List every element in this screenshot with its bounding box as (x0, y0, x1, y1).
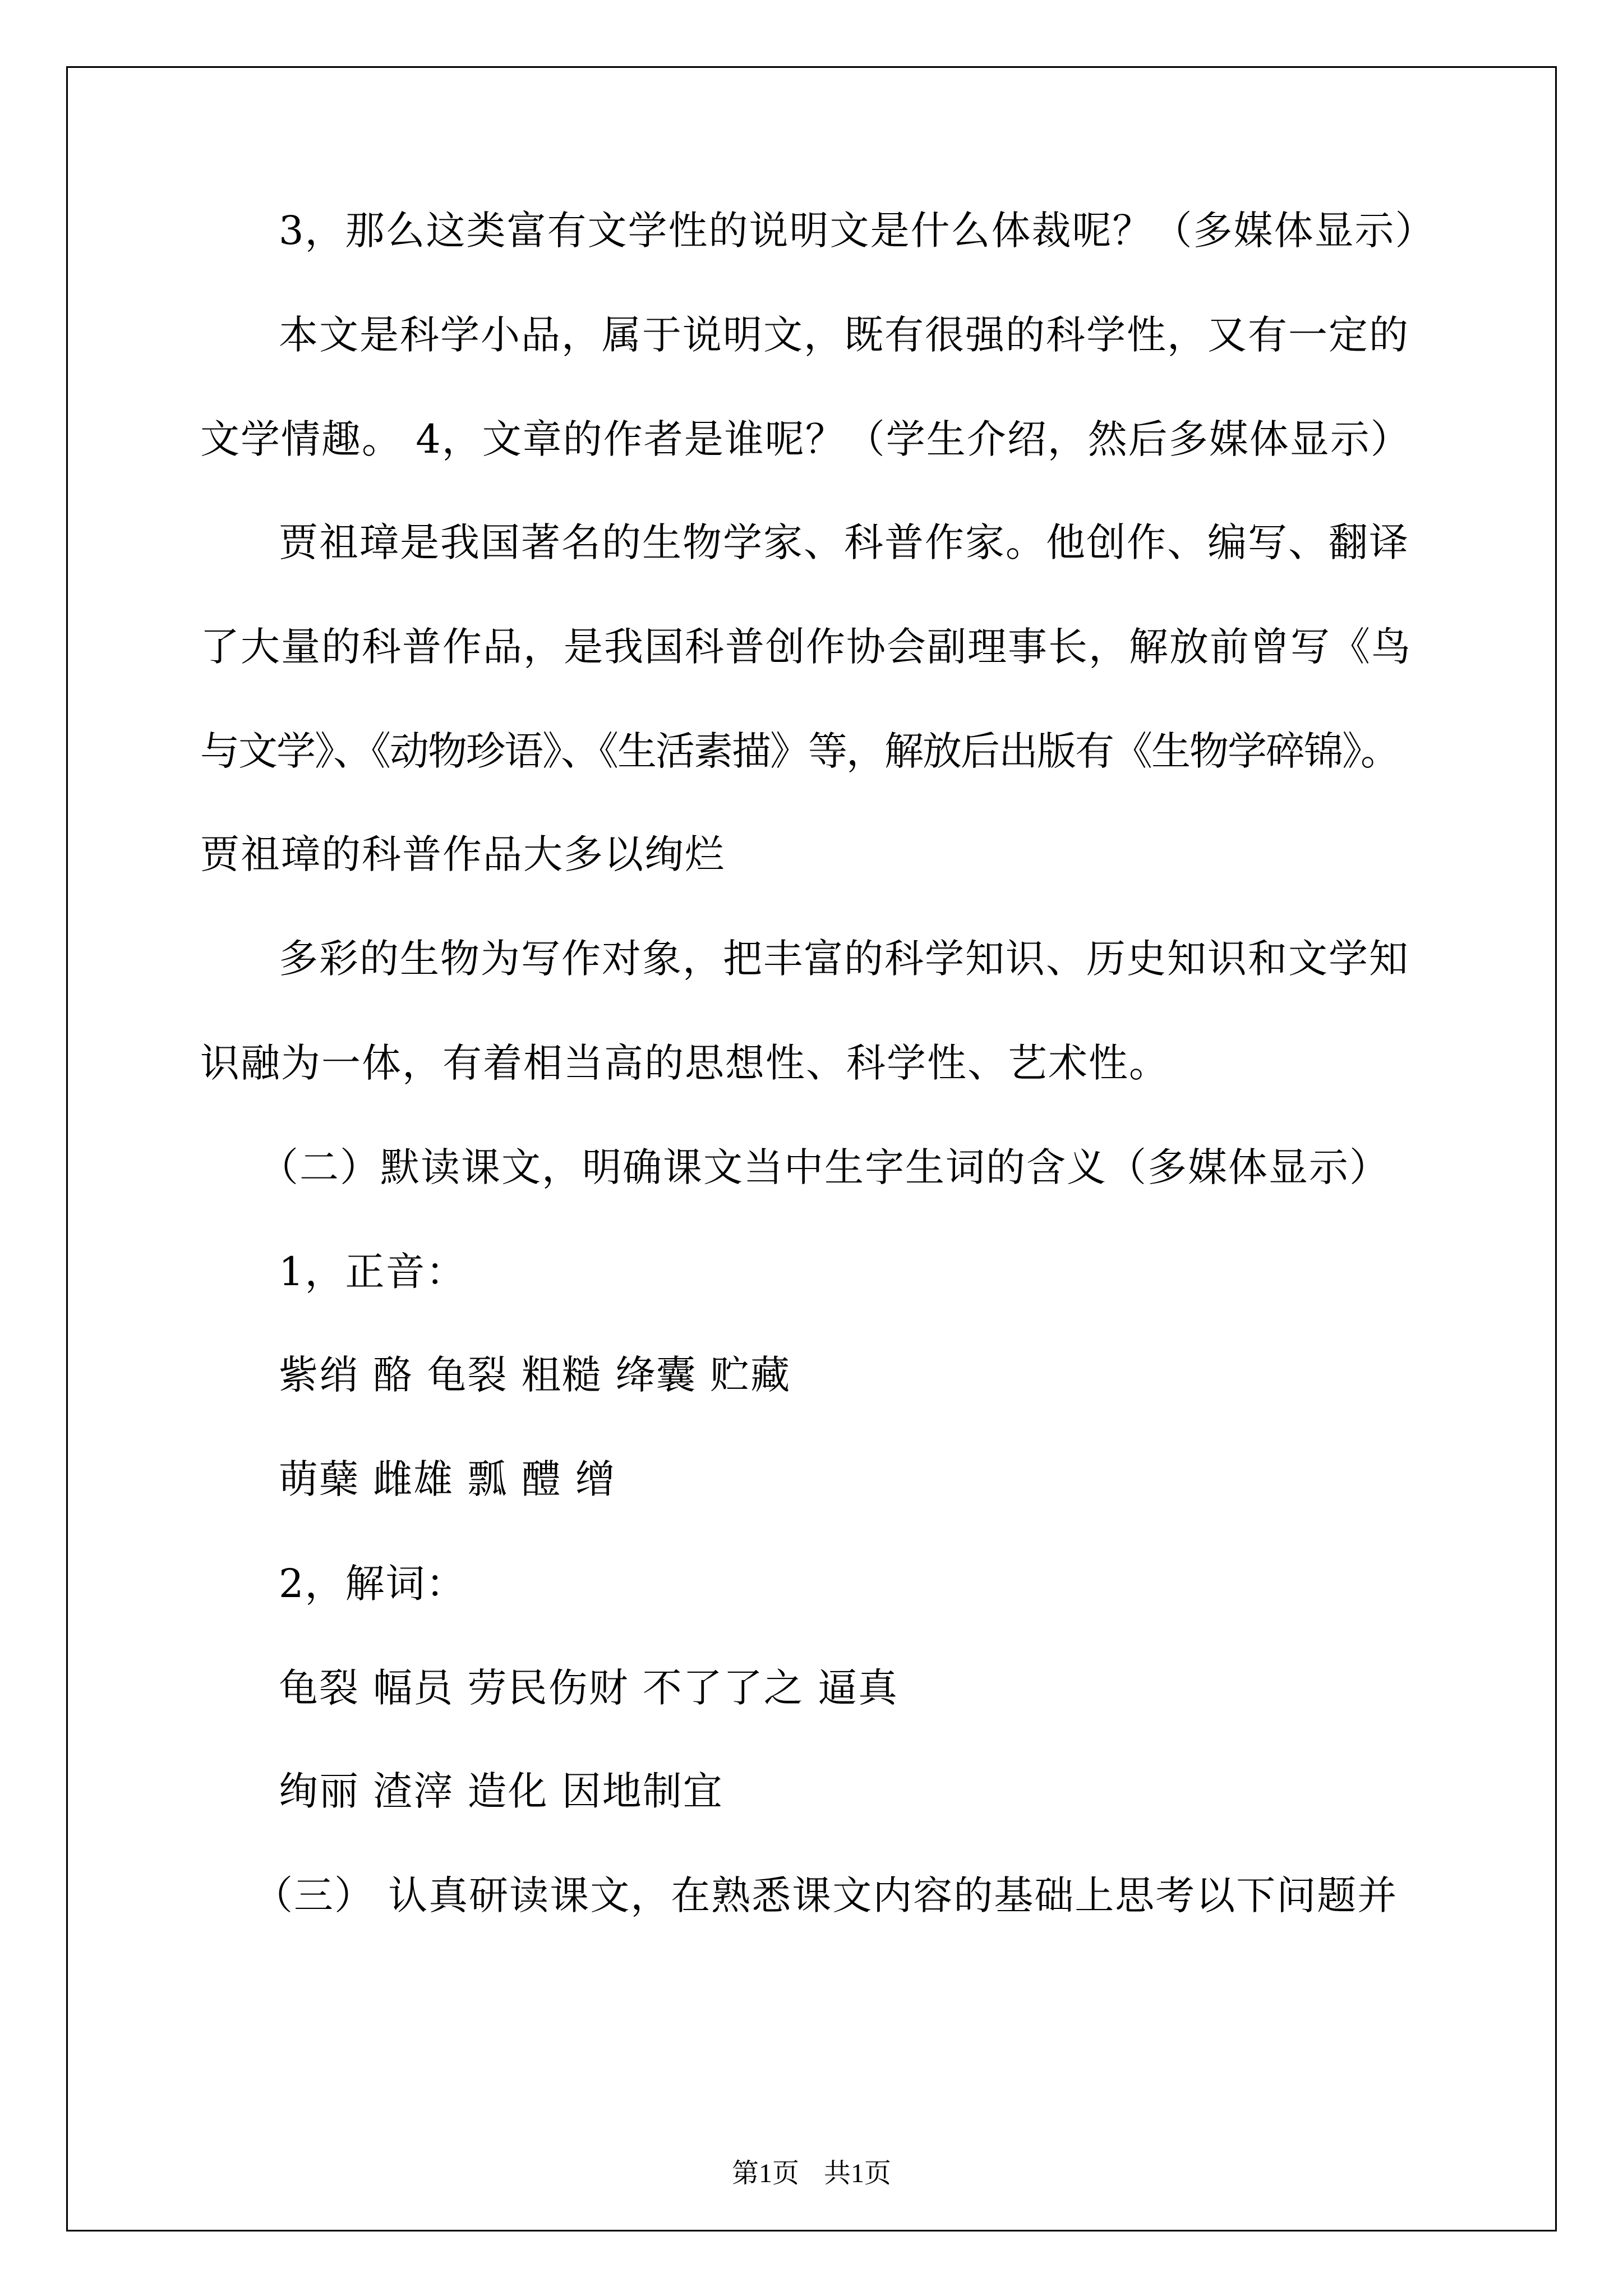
text-line: 贾祖璋的科普作品大多以绚烂 (200, 831, 725, 877)
text-line: 3，那么这类富有文学性的说明文是什么体裁呢？（多媒体显示） (279, 208, 1436, 254)
text-line: （二）默读课文，明确课文当中生字生词的含义（多媒体显示） (259, 1144, 1390, 1190)
text-line: 了大量的科普作品，是我国科普创作协会副理事长，解放前曾写《鸟 (200, 624, 1412, 670)
page-number: 第1页 (731, 2159, 799, 2188)
page-footer (0, 2157, 1623, 2191)
text-line: 与文学》、《动物珍语》、《生活素描》等，解放后出版有《生物学碎锦》。 (200, 728, 1399, 774)
text-line: 多彩的生物为写作对象，把丰富的科学知识、历史知识和文学知 (279, 936, 1409, 982)
text-line: 萌蘖 雌雄 瓢 醴 缯 (279, 1456, 616, 1502)
text-line: 龟裂 幅员 劳民伤财 不了了之 逼真 (279, 1665, 899, 1711)
text-line: 识融为一体，有着相当高的思想性、科学性、艺术性。 (200, 1040, 1169, 1086)
text-line: 2，解词： (279, 1561, 467, 1607)
text-line: 紫绡 酪 龟裂 粗糙 绛囊 贮藏 (279, 1352, 791, 1398)
text-line: 贾祖璋是我国著名的生物学家、科普作家。他创作、编写、翻译 (279, 519, 1409, 565)
text-line: 绚丽 渣滓 造化 因地制宜 (279, 1768, 723, 1814)
text-line: 文学情趣。 4，文章的作者是谁呢？（学生介绍，然后多媒体显示） (200, 416, 1411, 462)
page-total: 共1页 (824, 2159, 892, 2188)
text-line: 1，正音： (279, 1249, 467, 1295)
text-line: 本文是科学小品，属于说明文，既有很强的科学性，又有一定的 (279, 312, 1409, 358)
text-line: （三） 认真研读课文，在熟悉课文内容的基础上思考以下问题并 (253, 1872, 1398, 1918)
